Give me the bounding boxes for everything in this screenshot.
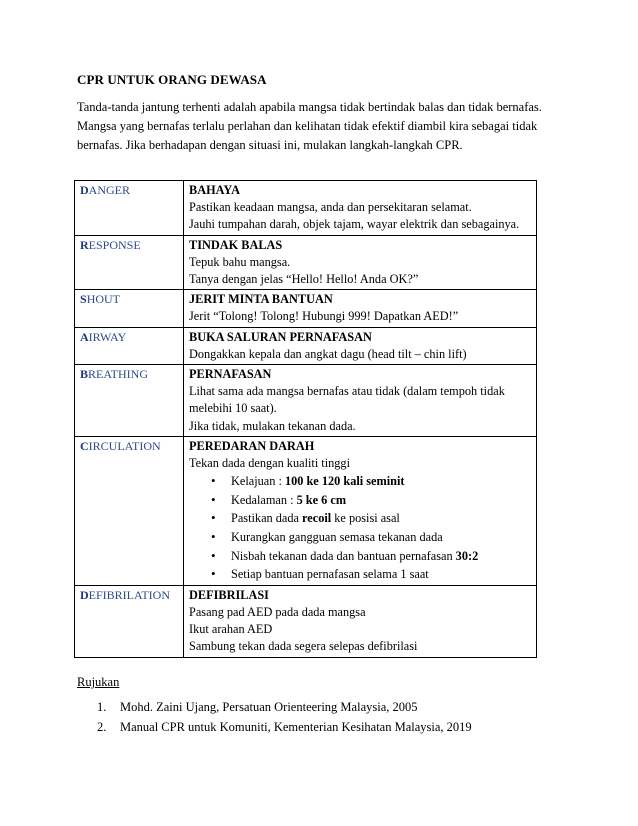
step-heading: DEFIBRILASI (189, 587, 269, 602)
table-row (75, 436, 537, 585)
step-line: Jerit “Tolong! Tolong! Hubungi 999! Dapatkan AED!” (189, 309, 459, 324)
step-line: Pasang pad AED pada dada mangsa (189, 605, 366, 620)
step-heading: PERNAFASAN (189, 367, 272, 382)
step-line: Dongakkan kepala dan angkat dagu (head tilt – chin lift) (189, 346, 467, 361)
step-content (184, 181, 537, 236)
step-line: Lihat sama ada mangsa bernafas atau tidak (dalam tempoh tidak melebihi 10 saat). (189, 384, 505, 416)
step-heading: TINDAK BALAS (189, 237, 283, 252)
step-label: DEFIBRILATION (75, 585, 184, 657)
step-content (184, 585, 537, 657)
references-title: Rujukan (77, 675, 120, 689)
step-label: CIRCULATION (75, 436, 184, 585)
step-content (184, 327, 537, 364)
step-line: Tanya dengan jelas “Hello! Hello! Anda OK?” (189, 272, 419, 287)
list-item: 1. Mohd. Zaini Ujang, Persatuan Orienteering Malaysia, 2005 (97, 700, 418, 714)
step-line: Jauhi tumpahan darah, objek tajam, wayar elektrik dan sebagainya. (189, 217, 520, 232)
step-line: Ikut arahan AED (189, 622, 273, 637)
step-label: AIRWAY (75, 327, 184, 364)
step-label: SHOUT (75, 290, 184, 327)
step-line: Sambung tekan dada segera selepas defibrilasi (189, 639, 418, 654)
step-heading: PEREDARAN DARAH (189, 438, 315, 453)
step-heading: JERIT MINTA BANTUAN (189, 292, 333, 307)
table-row (75, 290, 537, 327)
list-item: • Kurangkan gangguan semasa tekanan dada (231, 528, 531, 547)
step-line: Pastikan keadaan mangsa, anda dan persekitaran selamat. (189, 200, 472, 215)
step-heading: BAHAYA (189, 183, 241, 197)
circulation-bullet-list (189, 472, 531, 584)
step-content (184, 436, 537, 585)
step-content (184, 365, 537, 437)
step-label: DANGER (75, 181, 184, 236)
step-content (184, 290, 537, 327)
intro-paragraph: Tanda-tanda jantung terhenti adalah apabila mangsa tidak bertindak balas dan tidak bernafas. Mangsa yang bernafas terlalu perlahan dan kelihatan tidak efektif diambil kira sebagai tidak bernafas. Jika berhadapan dengan situasi ini, mulakan langkah-langkah CPR. (77, 100, 542, 152)
table-row (75, 181, 537, 236)
document-title: CPR UNTUK ORANG DEWASA (77, 72, 267, 87)
list-item: • Kedalaman : 5 ke 6 cm (231, 491, 531, 510)
list-item: • Pastikan dada recoil ke posisi asal (231, 509, 531, 528)
list-item: • Kelajuan : 100 ke 120 kali seminit (231, 472, 531, 491)
table-row (75, 235, 537, 290)
list-item: 2. Manual CPR untuk Komuniti, Kementerian Kesihatan Malaysia, 2019 (97, 720, 472, 734)
step-line: Tekan dada dengan kualiti tinggi (189, 456, 351, 471)
step-heading: BUKA SALURAN PERNAFASAN (189, 329, 372, 344)
list-item: • Setiap bantuan pernafasan selama 1 saat (231, 565, 531, 584)
references-list (77, 697, 472, 737)
step-content (184, 235, 537, 290)
cpr-steps-table (74, 180, 537, 658)
step-label: RESPONSE (75, 235, 184, 290)
table-row (75, 365, 537, 437)
step-line: Jika tidak, mulakan tekanan dada. (189, 418, 356, 433)
table-row (75, 327, 537, 364)
step-line: Tepuk bahu mangsa. (189, 254, 291, 269)
step-label: BREATHING (75, 365, 184, 437)
table-row (75, 585, 537, 657)
list-item: • Nisbah tekanan dada dan bantuan pernafasan 30:2 (231, 547, 531, 566)
